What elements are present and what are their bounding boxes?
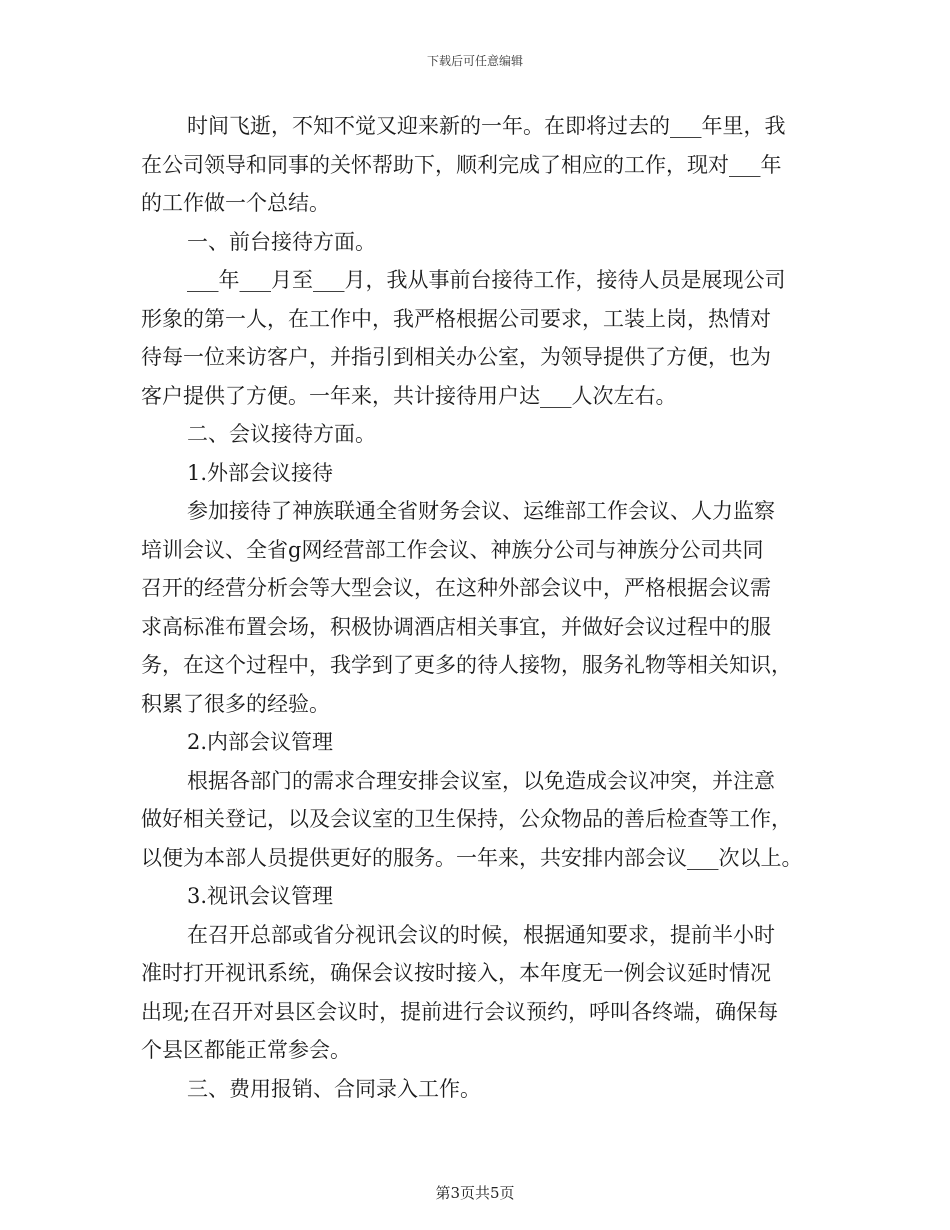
body-line: 务，在这个过程中，我学到了更多的待人接物，服务礼物等相关知识，: [141, 653, 792, 677]
body-line: 时间飞逝，不知不觉又迎来新的一年。在即将过去的___年里，我: [187, 114, 786, 138]
body-line: 形象的第一人，在工作中，我严格根据公司要求，工装上岗，热情对: [141, 306, 771, 331]
document-body: [141, 107, 811, 1108]
section-heading: 二、会议接待方面。: [187, 422, 376, 446]
section-heading: 三、费用报销、合同录入工作。: [187, 1076, 481, 1101]
page-number: 第3页共5页: [435, 1184, 515, 1202]
body-line: 出现;在召开对县区会议时，提前进行会议预约，呼叫各终端，确保每: [141, 999, 779, 1024]
body-line: 在召开总部或省分视讯会议的时候，根据通知要求，提前半小时: [187, 922, 775, 947]
body-line: 求高标准布置会场，积极协调酒店相关事宜，并做好会议过程中的服: [141, 614, 771, 639]
body-line: 参加接待了神族联通全省财务会议、运维部工作会议、人力监察: [187, 499, 775, 523]
body-line: 待每一位来访客户，并指引到相关办公室，为领导提供了方便，也为: [141, 345, 771, 369]
body-line: 在公司领导和同事的关怀帮助下，顺利完成了相应的工作，现对___年: [141, 152, 782, 177]
page-header: 下载后可任意编辑: [426, 54, 523, 68]
body-line: 客户提供了方便。一年来，共计接待用户达___人次左右。: [141, 383, 677, 408]
body-line: 做好相关登记，以及会议室的卫生保持，公众物品的善后检查等工作，: [141, 807, 792, 831]
body-line: 准时打开视讯系统，确保会议按时接入，本年度无一例会议延时情况: [141, 961, 771, 985]
body-line: 根据各部门的需求合理安排会议室，以免造成会议冲突，并注意: [187, 768, 775, 793]
subsection-heading: 1.外部会议接待: [187, 460, 334, 485]
subsection-heading: 3.视讯会议管理: [187, 884, 334, 908]
subsection-heading: 2.内部会议管理: [187, 730, 334, 754]
body-line: 培训会议、全省g网经营部工作会议、神族分公司与神族分公司共同: [141, 537, 764, 562]
body-line: 以便为本部人员提供更好的服务。一年来，共安排内部会议___次以上。: [141, 845, 803, 870]
section-heading: 一、前台接待方面。: [187, 229, 376, 254]
body-line: 积累了很多的经验。: [141, 691, 330, 716]
body-line: 个县区都能正常参会。: [141, 1038, 351, 1062]
body-line: 召开的经营分析会等大型会议，在这种外部会议中，严格根据会议需: [141, 576, 771, 600]
body-line: 的工作做一个总结。: [141, 191, 330, 215]
body-line: ___年___月至___月，我从事前台接待工作，接待人员是展现公司: [187, 268, 786, 292]
